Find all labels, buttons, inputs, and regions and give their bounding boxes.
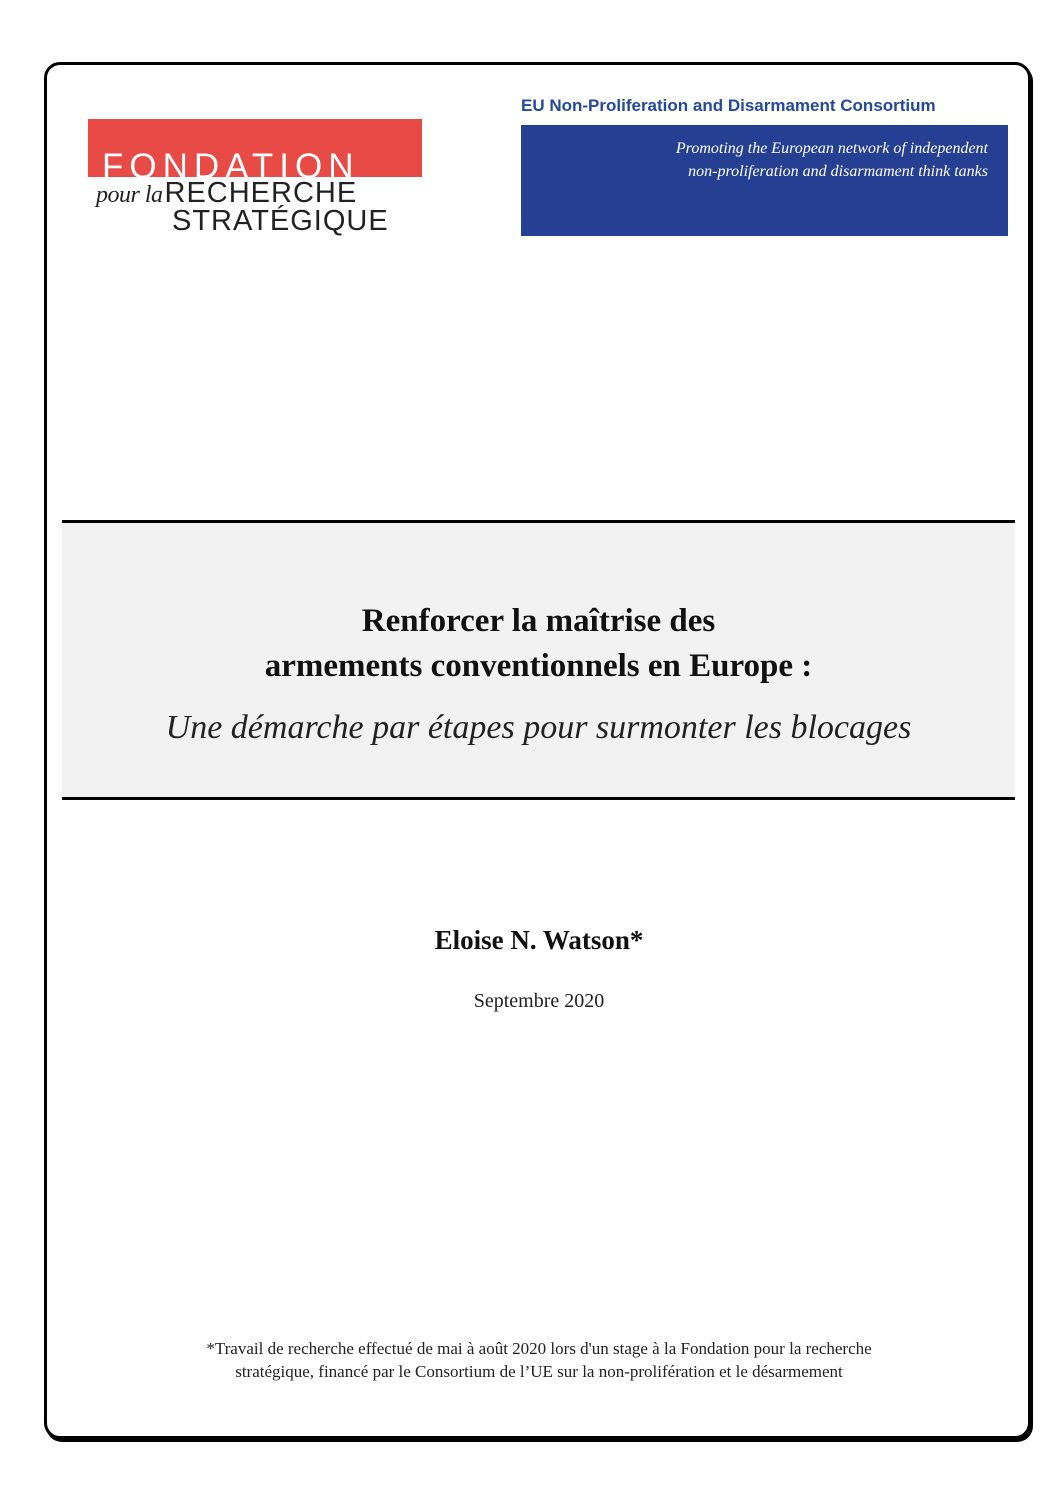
eu-tagline-line2: non-proliferation and disarmament think tanks bbox=[688, 163, 988, 180]
eu-consortium-tagline bbox=[676, 137, 988, 183]
frs-logo-pour-la: pour la bbox=[96, 182, 163, 208]
document-title bbox=[62, 599, 1015, 689]
document-subtitle: Une démarche par étapes pour surmonter les blocages bbox=[165, 709, 912, 746]
frs-logo bbox=[88, 119, 422, 237]
frs-logo-line2 bbox=[96, 177, 357, 207]
title-line2: armements conventionnels en Europe : bbox=[264, 648, 813, 684]
eu-tagline-line1: Promoting the European network of independent bbox=[675, 140, 988, 157]
frs-logo-recherche: RECHERCHE bbox=[164, 177, 358, 209]
author-name: Eloise N. Watson* bbox=[434, 925, 644, 955]
eu-consortium-title: EU Non-Proliferation and Disarmament Consortium bbox=[521, 96, 936, 115]
title-line1: Renforcer la maîtrise des bbox=[361, 603, 716, 639]
eu-consortium-logo bbox=[521, 125, 1008, 236]
frs-logo-fondation: FONDATION bbox=[102, 147, 360, 177]
publication-date: Septembre 2020 bbox=[473, 990, 605, 1012]
footnote-line1: *Travail de recherche effectué de mai à août 2020 lors d'un stage à la Fondation pour la recherche bbox=[206, 1339, 872, 1358]
frs-logo-red-band bbox=[88, 119, 422, 177]
title-band bbox=[62, 520, 1015, 800]
footnote bbox=[0, 1337, 1058, 1383]
footnote-line2: stratégique, financé par le Consortium de l’UE sur la non-prolifération et le désarmement bbox=[235, 1362, 843, 1381]
frs-logo-strategique: STRATÉGIQUE bbox=[172, 205, 389, 237]
